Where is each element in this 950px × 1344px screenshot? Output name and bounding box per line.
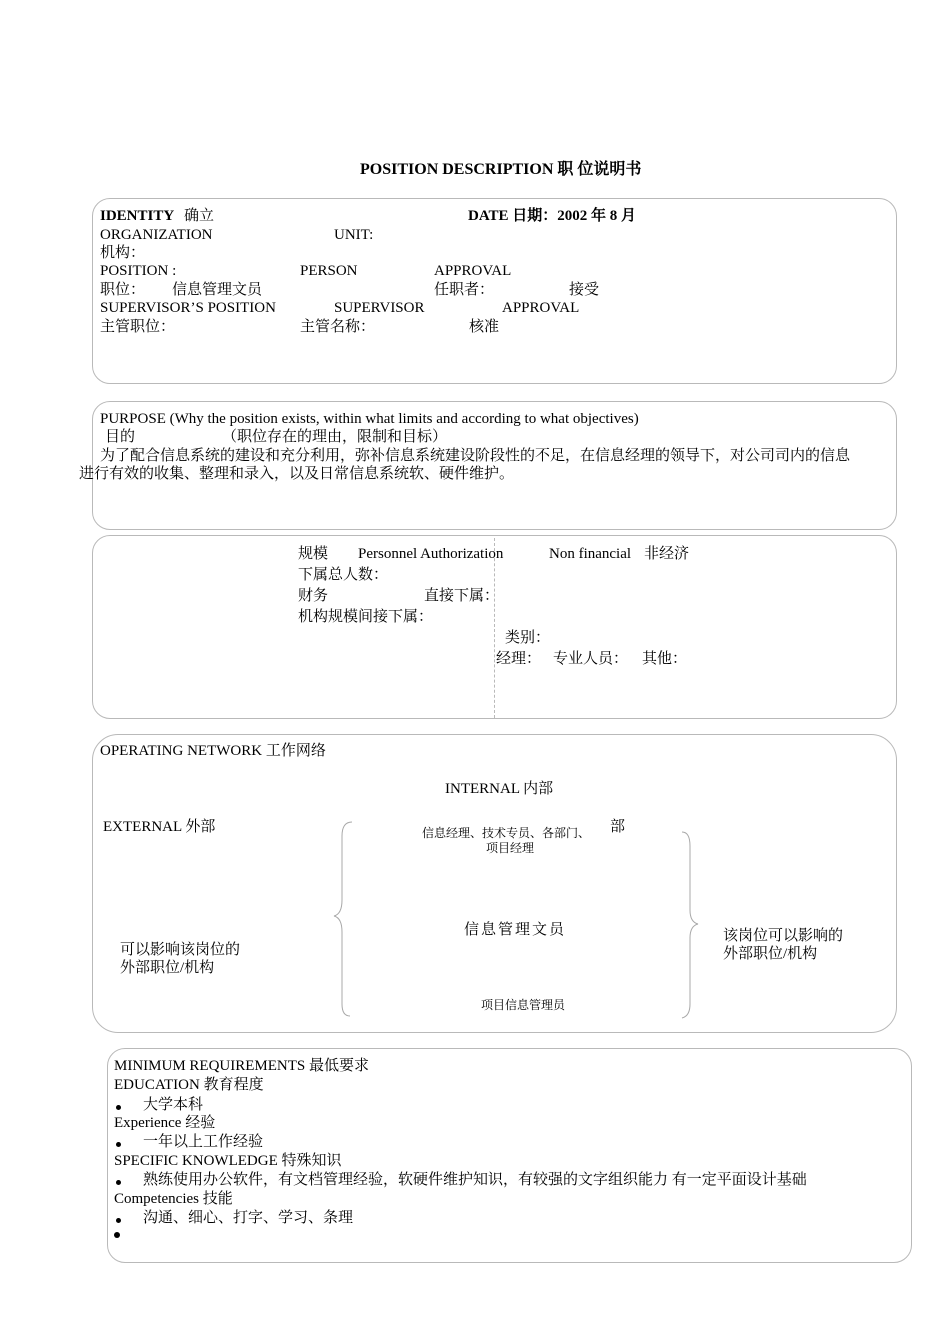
nonfinancial-cn-label: 非经济 — [644, 545, 690, 562]
date-field: DATE 日期：2002 年 8 月 — [468, 208, 637, 224]
supervisor-position-cn-label: 主管职位： — [100, 319, 176, 335]
organization-cn-label: 机构： — [100, 245, 146, 261]
network-left-line-2: 外部职位/机构 — [120, 960, 215, 976]
competencies-heading: Competencies 技能 — [114, 1191, 233, 1207]
network-right-line-1: 该岗位可以影响的 — [723, 928, 844, 944]
identity-label-cn: 确立 — [183, 208, 214, 224]
competencies-item: 沟通、细心、打字、学习、条理 — [143, 1210, 354, 1226]
identity-label: IDENTITY — [100, 208, 175, 224]
approve-cn-label: 核准 — [469, 319, 500, 335]
purpose-text-line-1: 为了配合信息系统的建设和充分利用，弥补信息系统建设阶段性的不足，在信息经理的领导下，对公司司内的信息 — [100, 448, 851, 464]
scale-label: 规模 — [298, 545, 329, 562]
purpose-heading-cn: 目的 — [105, 429, 136, 445]
supervisor-position-label: SUPERVISOR’S POSITION — [100, 300, 276, 316]
education-heading: EDUCATION 教育程度 — [114, 1077, 264, 1093]
left-brace — [334, 822, 352, 1016]
unit-label: UNIT: — [334, 227, 374, 243]
personnel-authorization-label: Personnel Authorization — [358, 546, 504, 562]
total-subordinates-label: 下属总人数： — [298, 566, 389, 583]
page-title: POSITION DESCRIPTION 职 位说明书 — [360, 161, 642, 178]
bullet-icon — [116, 1218, 121, 1223]
org-scale-label: 机构规模间接下属： — [298, 608, 434, 625]
right-brace — [682, 832, 698, 1018]
category-label: 类别： — [505, 629, 551, 646]
network-bottom-position: 项目信息管理员 — [481, 998, 566, 1012]
purpose-heading-cn-detail: （职位存在的理由，限制和目标） — [222, 429, 448, 445]
knowledge-heading: SPECIFIC KNOWLEDGE 特殊知识 — [114, 1153, 342, 1169]
requirements-heading: MINIMUM REQUIREMENTS 最低要求 — [114, 1058, 370, 1074]
position-cn-label: 职位： — [100, 282, 146, 298]
bullet-icon — [116, 1105, 121, 1110]
bullet-icon — [116, 1180, 121, 1185]
purpose-heading: PURPOSE (Why the position exists, within what limits and according to what objectives) — [100, 411, 639, 427]
network-left-line-1: 可以影响该岗位的 — [120, 942, 241, 958]
network-heading: OPERATING NETWORK 工作网络 — [100, 743, 326, 759]
purpose-text-line-2: 进行有效的收集、整理和录入，以及日常信息系统软、硬件维护。 — [79, 466, 515, 482]
bullet-icon — [116, 1142, 121, 1147]
internal-peek-text: 部 — [610, 819, 626, 835]
manager-label: 经理： — [496, 650, 542, 667]
external-label: EXTERNAL 外部 — [103, 819, 216, 835]
organization-label: ORGANIZATION — [100, 227, 213, 243]
scale-divider — [494, 538, 495, 718]
supervisor-approval-label: APPROVAL — [502, 300, 580, 316]
other-label: 其他： — [642, 650, 688, 667]
bullet-icon — [114, 1232, 120, 1238]
education-item: 大学本科 — [143, 1097, 204, 1113]
approval-label: APPROVAL — [434, 263, 512, 279]
supervisor-label: SUPERVISOR — [334, 300, 425, 316]
knowledge-item: 熟练使用办公软件，有文档管理经验，软硬件维护知识，有较强的文字组织能力 有一定平面设计基础 — [143, 1172, 807, 1188]
identity-label-group — [100, 207, 214, 225]
incumbent-cn-label: 任职者： — [434, 282, 495, 298]
network-top-line-1: 信息经理、技术专员、各部门、 — [422, 826, 591, 840]
position-label: POSITION : — [100, 263, 177, 279]
experience-heading: Experience 经验 — [114, 1115, 216, 1131]
person-label: PERSON — [300, 263, 358, 279]
finance-label: 财务 — [298, 587, 329, 604]
direct-subordinates-label: 直接下属： — [424, 587, 500, 604]
accept-cn-label: 接受 — [569, 282, 600, 298]
experience-item: 一年以上工作经验 — [143, 1134, 264, 1150]
network-top-line-2: 项目经理 — [486, 841, 535, 855]
network-right-line-2: 外部职位/机构 — [723, 946, 818, 962]
professional-label: 专业人员： — [553, 650, 629, 667]
position-value: 信息管理文员 — [172, 282, 263, 298]
supervisor-name-cn-label: 主管名称： — [300, 319, 376, 335]
network-center-position: 信息管理文员 — [464, 922, 567, 938]
nonfinancial-label: Non financial — [549, 546, 632, 562]
internal-label: INTERNAL 内部 — [445, 781, 554, 797]
